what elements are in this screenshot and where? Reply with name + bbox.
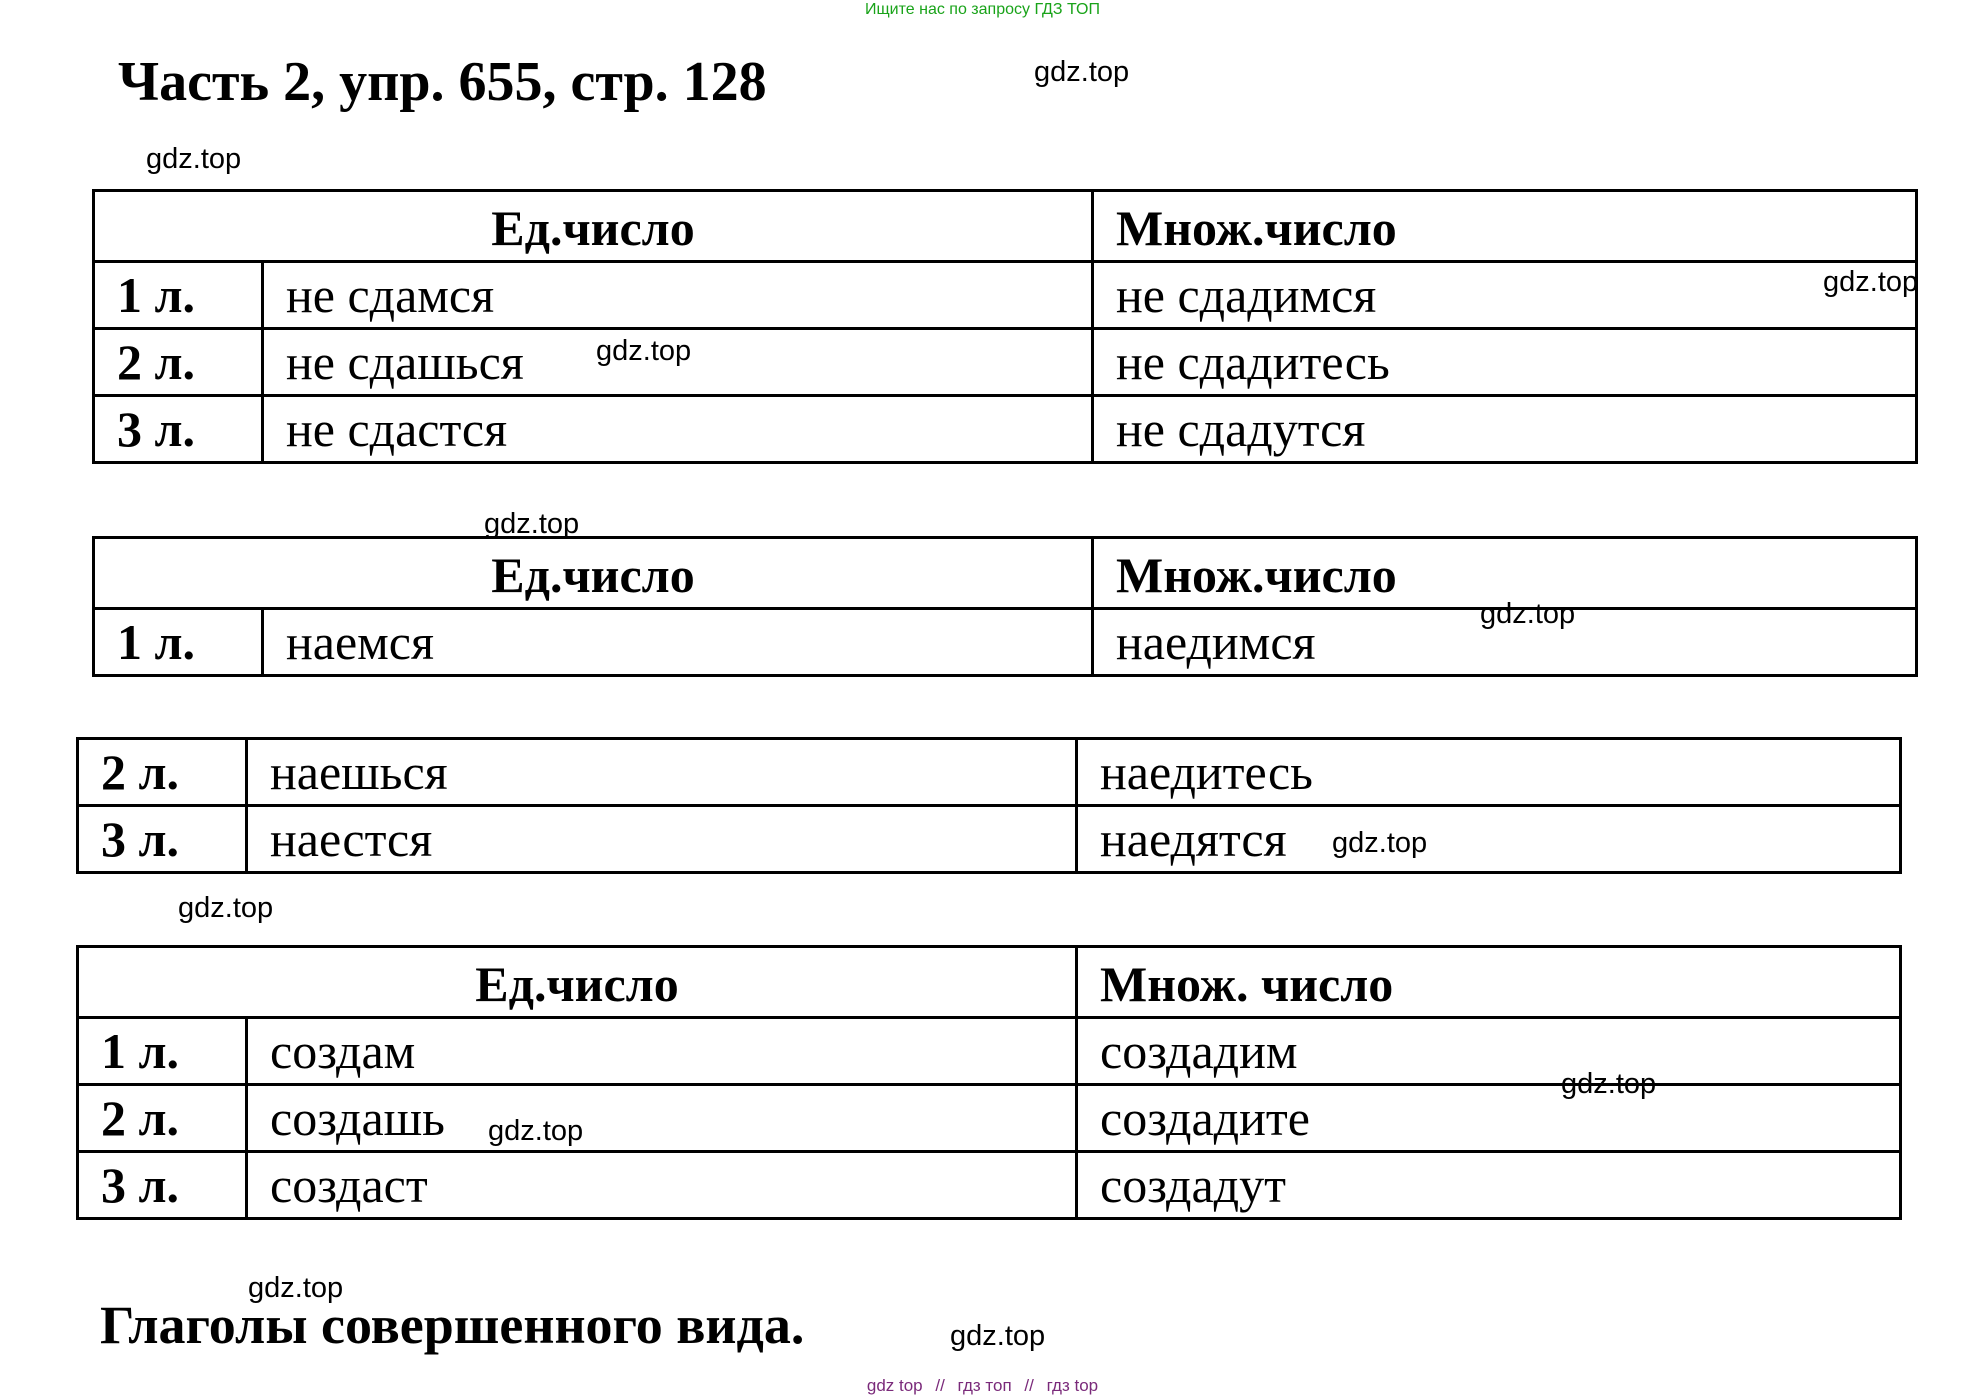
conjugation-table-naestsya-part1 xyxy=(92,536,1918,677)
header-plural: Множ.число xyxy=(1093,191,1917,262)
watermark: gdz.top xyxy=(1480,598,1576,630)
singular-cell: не сдастся xyxy=(263,396,1093,463)
plural-cell: не сдадимся xyxy=(1093,262,1917,329)
table-header-row xyxy=(94,191,1917,262)
plural-cell: наедитесь xyxy=(1077,739,1901,806)
singular-cell: создашь xyxy=(247,1085,1077,1152)
top-banner[interactable]: Ищите нас по запросу ГДЗ ТОП xyxy=(865,1,1100,18)
singular-cell: наешься xyxy=(247,739,1077,806)
singular-cell: создаст xyxy=(247,1152,1077,1219)
header-plural: Множ.число xyxy=(1093,538,1917,609)
watermark: gdz.top xyxy=(488,1115,584,1147)
plural-cell: наедимся xyxy=(1093,609,1917,676)
footer-link-gdz-top-mixed[interactable]: гдз top xyxy=(1046,1376,1099,1395)
table-row xyxy=(78,806,1901,873)
person-cell: 2 л. xyxy=(78,739,247,806)
table-header-row xyxy=(78,947,1901,1018)
footer-link-gdz-top[interactable]: gdz top xyxy=(866,1376,923,1395)
person-cell: 2 л. xyxy=(94,329,263,396)
person-cell: 1 л. xyxy=(94,262,263,329)
watermark: gdz.top xyxy=(1332,827,1428,859)
plural-cell: не сдадутся xyxy=(1093,396,1917,463)
table-row xyxy=(78,739,1901,806)
footer-links xyxy=(0,1376,1965,1396)
watermark: gdz.top xyxy=(596,335,692,367)
conjugation-table-naestsya-part2 xyxy=(76,737,1902,874)
watermark: gdz.top xyxy=(950,1320,1046,1352)
singular-cell: наестся xyxy=(247,806,1077,873)
singular-cell: не сдамся xyxy=(263,262,1093,329)
footer-separator: // xyxy=(1024,1376,1034,1395)
watermark: gdz.top xyxy=(1561,1068,1657,1100)
table-header-row xyxy=(94,538,1917,609)
header-singular: Ед.число xyxy=(94,191,1093,262)
singular-cell: создам xyxy=(247,1018,1077,1085)
plural-cell: создадут xyxy=(1077,1152,1901,1219)
footer-link-gdz-top-ru[interactable]: гдз топ xyxy=(957,1376,1012,1395)
plural-cell: создадим xyxy=(1077,1018,1901,1085)
table-row xyxy=(94,396,1917,463)
table-row xyxy=(94,329,1917,396)
header-singular: Ед.число xyxy=(94,538,1093,609)
singular-cell: наемся xyxy=(263,609,1093,676)
header-plural: Множ. число xyxy=(1077,947,1901,1018)
singular-cell: не сдашься xyxy=(263,329,1093,396)
watermark: gdz.top xyxy=(248,1272,344,1304)
person-cell: 1 л. xyxy=(78,1018,247,1085)
plural-cell: наедятся xyxy=(1077,806,1901,873)
table-row xyxy=(94,262,1917,329)
table-row xyxy=(94,609,1917,676)
watermark: gdz.top xyxy=(178,892,274,924)
person-cell: 3 л. xyxy=(94,396,263,463)
person-cell: 3 л. xyxy=(78,806,247,873)
person-cell: 3 л. xyxy=(78,1152,247,1219)
plural-cell: создадите xyxy=(1077,1085,1901,1152)
watermark: gdz.top xyxy=(1823,266,1919,298)
conjugation-table-sdatsya xyxy=(92,189,1918,464)
table-row xyxy=(78,1152,1901,1219)
watermark: gdz.top xyxy=(146,143,242,175)
page-title: Часть 2, упр. 655, стр. 128 xyxy=(118,51,767,113)
watermark: gdz.top xyxy=(1034,56,1130,88)
person-cell: 1 л. xyxy=(94,609,263,676)
header-singular: Ед.число xyxy=(78,947,1077,1018)
plural-cell: не сдадитесь xyxy=(1093,329,1917,396)
footer-separator: // xyxy=(935,1376,945,1395)
section-subtitle: Глаголы совершенного вида. xyxy=(100,1295,805,1355)
person-cell: 2 л. xyxy=(78,1085,247,1152)
watermark: gdz.top xyxy=(484,508,580,540)
